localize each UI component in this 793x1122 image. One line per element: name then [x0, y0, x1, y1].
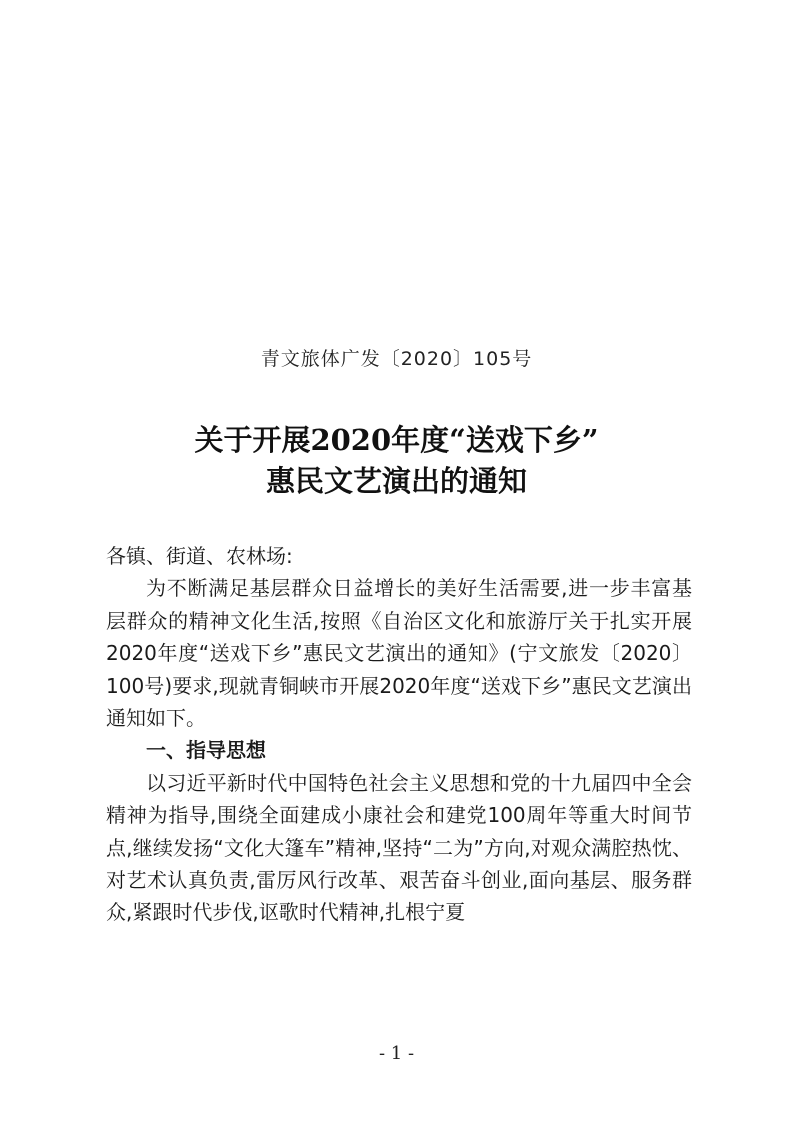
title-line-1: 关于开展2020年度“送戏下乡”	[194, 423, 599, 457]
document-title	[0, 420, 793, 502]
section-heading-guiding-ideology: 一、指导思想	[146, 738, 266, 763]
document-number: 青文旅体广发〔2020〕105号	[260, 348, 533, 370]
document-body	[106, 540, 692, 929]
intro-paragraph: 为不断满足基层群众日益增长的美好生活需要,进一步丰富基层群众的精神文化生活,按照《自治区文化和旅游厅关于扎实开展2020年度“送戏下乡”惠民文艺演出的通知》(宁文旅发〔2020〕100号)要求,现就青铜峡市开展2020年度“送戏下乡”惠民文艺演出通知如下。	[106, 576, 692, 731]
page-number: - 1 -	[378, 1043, 415, 1064]
salutation: 各镇、街道、农林场:	[106, 544, 293, 568]
guiding-ideology-paragraph: 以习近平新时代中国特色社会主义思想和党的十九届四中全会精神为指导,围绕全面建成小康社会和建党100周年等重大时间节点,继续发扬“文化大篷车”精神,坚持“二为”方向,对观众满腔热忱、对艺术认真负责,雷厉风行改革、艰苦奋斗创业,面向基层、服务群众,紧跟时代步伐,讴歌时代精神,扎根宁夏	[106, 770, 692, 925]
title-line-2: 惠民文艺演出的通知	[265, 464, 527, 498]
